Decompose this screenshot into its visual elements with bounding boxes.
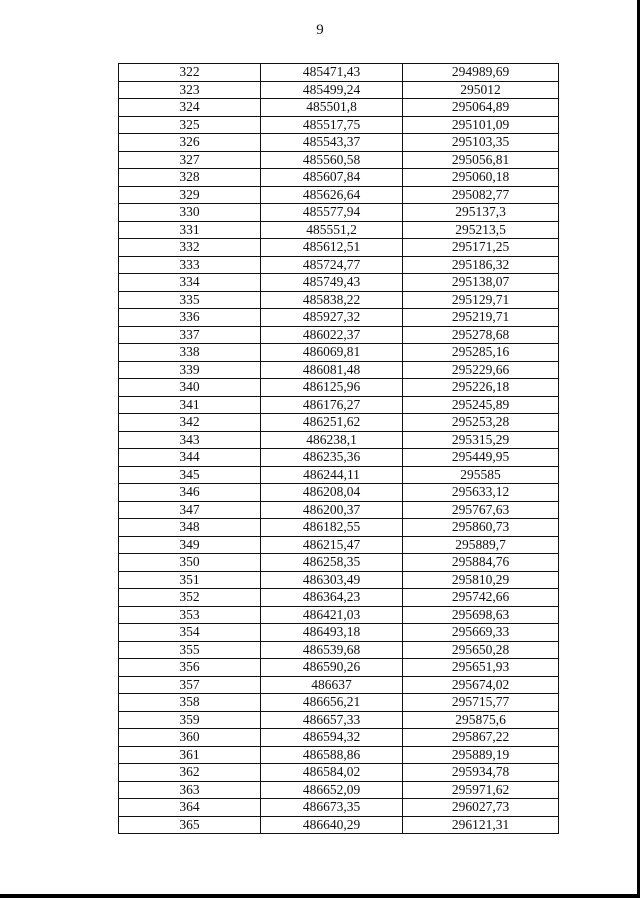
x-coordinate-cell: 485471,43 <box>261 64 403 82</box>
table-row <box>119 204 559 222</box>
y-coordinate-cell: 295056,81 <box>403 151 559 169</box>
table-row <box>119 134 559 152</box>
table-row <box>119 64 559 82</box>
point-number-cell: 337 <box>119 326 261 344</box>
y-coordinate-cell: 295934,78 <box>403 764 559 782</box>
table-row <box>119 816 559 834</box>
point-number-cell: 327 <box>119 151 261 169</box>
table-row <box>119 414 559 432</box>
point-number-cell: 353 <box>119 606 261 624</box>
table-row <box>119 641 559 659</box>
x-coordinate-cell: 486652,09 <box>261 781 403 799</box>
x-coordinate-cell: 486594,32 <box>261 729 403 747</box>
y-coordinate-cell: 295633,12 <box>403 484 559 502</box>
x-coordinate-cell: 486640,29 <box>261 816 403 834</box>
y-coordinate-cell: 295101,09 <box>403 116 559 134</box>
x-coordinate-cell: 486421,03 <box>261 606 403 624</box>
x-coordinate-cell: 485543,37 <box>261 134 403 152</box>
y-coordinate-cell: 295064,89 <box>403 99 559 117</box>
y-coordinate-cell: 296027,73 <box>403 799 559 817</box>
table-row <box>119 151 559 169</box>
point-number-cell: 334 <box>119 274 261 292</box>
x-coordinate-cell: 486125,96 <box>261 379 403 397</box>
x-coordinate-cell: 486251,62 <box>261 414 403 432</box>
table-row <box>119 344 559 362</box>
y-coordinate-cell: 295585 <box>403 466 559 484</box>
x-coordinate-cell: 486081,48 <box>261 361 403 379</box>
coordinates-table <box>118 63 559 834</box>
table-row <box>119 764 559 782</box>
point-number-cell: 352 <box>119 589 261 607</box>
x-coordinate-cell: 486493,18 <box>261 624 403 642</box>
y-coordinate-cell: 295060,18 <box>403 169 559 187</box>
point-number-cell: 336 <box>119 309 261 327</box>
point-number-cell: 345 <box>119 466 261 484</box>
y-coordinate-cell: 295129,71 <box>403 291 559 309</box>
y-coordinate-cell: 294989,69 <box>403 64 559 82</box>
y-coordinate-cell: 295082,77 <box>403 186 559 204</box>
point-number-cell: 324 <box>119 99 261 117</box>
y-coordinate-cell: 295253,28 <box>403 414 559 432</box>
table-row <box>119 256 559 274</box>
y-coordinate-cell: 295229,66 <box>403 361 559 379</box>
y-coordinate-cell: 295278,68 <box>403 326 559 344</box>
table-row <box>119 554 559 572</box>
point-number-cell: 340 <box>119 379 261 397</box>
y-coordinate-cell: 295213,5 <box>403 221 559 239</box>
point-number-cell: 330 <box>119 204 261 222</box>
x-coordinate-cell: 486176,27 <box>261 396 403 414</box>
y-coordinate-cell: 295186,32 <box>403 256 559 274</box>
x-coordinate-cell: 486657,33 <box>261 711 403 729</box>
table-row <box>119 746 559 764</box>
x-coordinate-cell: 486673,35 <box>261 799 403 817</box>
x-coordinate-cell: 486590,26 <box>261 659 403 677</box>
point-number-cell: 323 <box>119 81 261 99</box>
table-row <box>119 659 559 677</box>
point-number-cell: 348 <box>119 519 261 537</box>
table-row <box>119 694 559 712</box>
table-row <box>119 169 559 187</box>
y-coordinate-cell: 295315,29 <box>403 431 559 449</box>
point-number-cell: 332 <box>119 239 261 257</box>
point-number-cell: 347 <box>119 501 261 519</box>
x-coordinate-cell: 485626,64 <box>261 186 403 204</box>
x-coordinate-cell: 486588,86 <box>261 746 403 764</box>
point-number-cell: 344 <box>119 449 261 467</box>
y-coordinate-cell: 295674,02 <box>403 676 559 694</box>
point-number-cell: 363 <box>119 781 261 799</box>
point-number-cell: 364 <box>119 799 261 817</box>
x-coordinate-cell: 486244,11 <box>261 466 403 484</box>
point-number-cell: 341 <box>119 396 261 414</box>
y-coordinate-cell: 295875,6 <box>403 711 559 729</box>
page-edge-bottom <box>0 894 640 898</box>
point-number-cell: 329 <box>119 186 261 204</box>
coordinates-table-body <box>119 64 559 834</box>
table-row <box>119 466 559 484</box>
table-row <box>119 501 559 519</box>
point-number-cell: 356 <box>119 659 261 677</box>
table-row <box>119 326 559 344</box>
x-coordinate-cell: 485612,51 <box>261 239 403 257</box>
y-coordinate-cell: 295449,95 <box>403 449 559 467</box>
y-coordinate-cell: 295867,22 <box>403 729 559 747</box>
y-coordinate-cell: 296121,31 <box>403 816 559 834</box>
point-number-cell: 358 <box>119 694 261 712</box>
x-coordinate-cell: 485577,94 <box>261 204 403 222</box>
point-number-cell: 355 <box>119 641 261 659</box>
table-row <box>119 729 559 747</box>
point-number-cell: 357 <box>119 676 261 694</box>
y-coordinate-cell: 295860,73 <box>403 519 559 537</box>
point-number-cell: 338 <box>119 344 261 362</box>
point-number-cell: 354 <box>119 624 261 642</box>
x-coordinate-cell: 485560,58 <box>261 151 403 169</box>
y-coordinate-cell: 295103,35 <box>403 134 559 152</box>
x-coordinate-cell: 486022,37 <box>261 326 403 344</box>
y-coordinate-cell: 295884,76 <box>403 554 559 572</box>
y-coordinate-cell: 295226,18 <box>403 379 559 397</box>
point-number-cell: 361 <box>119 746 261 764</box>
table-row <box>119 186 559 204</box>
x-coordinate-cell: 486238,1 <box>261 431 403 449</box>
x-coordinate-cell: 485838,22 <box>261 291 403 309</box>
x-coordinate-cell: 485749,43 <box>261 274 403 292</box>
table-row <box>119 571 559 589</box>
table-row <box>119 536 559 554</box>
y-coordinate-cell: 295138,07 <box>403 274 559 292</box>
table-row <box>119 711 559 729</box>
table-row <box>119 781 559 799</box>
table-row <box>119 396 559 414</box>
x-coordinate-cell: 486258,35 <box>261 554 403 572</box>
x-coordinate-cell: 486200,37 <box>261 501 403 519</box>
table-row <box>119 361 559 379</box>
y-coordinate-cell: 295650,28 <box>403 641 559 659</box>
y-coordinate-cell: 295889,19 <box>403 746 559 764</box>
point-number-cell: 346 <box>119 484 261 502</box>
x-coordinate-cell: 486303,49 <box>261 571 403 589</box>
table-row <box>119 309 559 327</box>
y-coordinate-cell: 295971,62 <box>403 781 559 799</box>
point-number-cell: 342 <box>119 414 261 432</box>
x-coordinate-cell: 486215,47 <box>261 536 403 554</box>
x-coordinate-cell: 485724,77 <box>261 256 403 274</box>
table-row <box>119 799 559 817</box>
x-coordinate-cell: 486637 <box>261 676 403 694</box>
point-number-cell: 328 <box>119 169 261 187</box>
y-coordinate-cell: 295285,16 <box>403 344 559 362</box>
table-row <box>119 431 559 449</box>
table-row <box>119 519 559 537</box>
x-coordinate-cell: 485551,2 <box>261 221 403 239</box>
y-coordinate-cell: 295767,63 <box>403 501 559 519</box>
point-number-cell: 362 <box>119 764 261 782</box>
x-coordinate-cell: 485517,75 <box>261 116 403 134</box>
table-row <box>119 379 559 397</box>
table-row <box>119 221 559 239</box>
y-coordinate-cell: 295810,29 <box>403 571 559 589</box>
x-coordinate-cell: 485927,32 <box>261 309 403 327</box>
table-row <box>119 606 559 624</box>
y-coordinate-cell: 295171,25 <box>403 239 559 257</box>
point-number-cell: 322 <box>119 64 261 82</box>
y-coordinate-cell: 295245,89 <box>403 396 559 414</box>
x-coordinate-cell: 486539,68 <box>261 641 403 659</box>
table-row <box>119 624 559 642</box>
page-number: 9 <box>316 22 324 38</box>
point-number-cell: 351 <box>119 571 261 589</box>
point-number-cell: 339 <box>119 361 261 379</box>
table-row <box>119 291 559 309</box>
y-coordinate-cell: 295715,77 <box>403 694 559 712</box>
y-coordinate-cell: 295698,63 <box>403 606 559 624</box>
table-row <box>119 99 559 117</box>
table-row <box>119 239 559 257</box>
point-number-cell: 343 <box>119 431 261 449</box>
table-row <box>119 449 559 467</box>
x-coordinate-cell: 486069,81 <box>261 344 403 362</box>
y-coordinate-cell: 295012 <box>403 81 559 99</box>
table-row <box>119 274 559 292</box>
point-number-cell: 349 <box>119 536 261 554</box>
x-coordinate-cell: 485607,84 <box>261 169 403 187</box>
x-coordinate-cell: 486182,55 <box>261 519 403 537</box>
y-coordinate-cell: 295669,33 <box>403 624 559 642</box>
point-number-cell: 331 <box>119 221 261 239</box>
y-coordinate-cell: 295137,3 <box>403 204 559 222</box>
table-row <box>119 589 559 607</box>
x-coordinate-cell: 486364,23 <box>261 589 403 607</box>
point-number-cell: 350 <box>119 554 261 572</box>
y-coordinate-cell: 295889,7 <box>403 536 559 554</box>
x-coordinate-cell: 486584,02 <box>261 764 403 782</box>
point-number-cell: 326 <box>119 134 261 152</box>
y-coordinate-cell: 295651,93 <box>403 659 559 677</box>
table-row <box>119 116 559 134</box>
x-coordinate-cell: 485499,24 <box>261 81 403 99</box>
y-coordinate-cell: 295742,66 <box>403 589 559 607</box>
x-coordinate-cell: 486208,04 <box>261 484 403 502</box>
point-number-cell: 325 <box>119 116 261 134</box>
y-coordinate-cell: 295219,71 <box>403 309 559 327</box>
point-number-cell: 360 <box>119 729 261 747</box>
table-row <box>119 81 559 99</box>
point-number-cell: 365 <box>119 816 261 834</box>
table-row <box>119 484 559 502</box>
x-coordinate-cell: 485501,8 <box>261 99 403 117</box>
x-coordinate-cell: 486235,36 <box>261 449 403 467</box>
x-coordinate-cell: 486656,21 <box>261 694 403 712</box>
point-number-cell: 333 <box>119 256 261 274</box>
point-number-cell: 359 <box>119 711 261 729</box>
table-row <box>119 676 559 694</box>
point-number-cell: 335 <box>119 291 261 309</box>
